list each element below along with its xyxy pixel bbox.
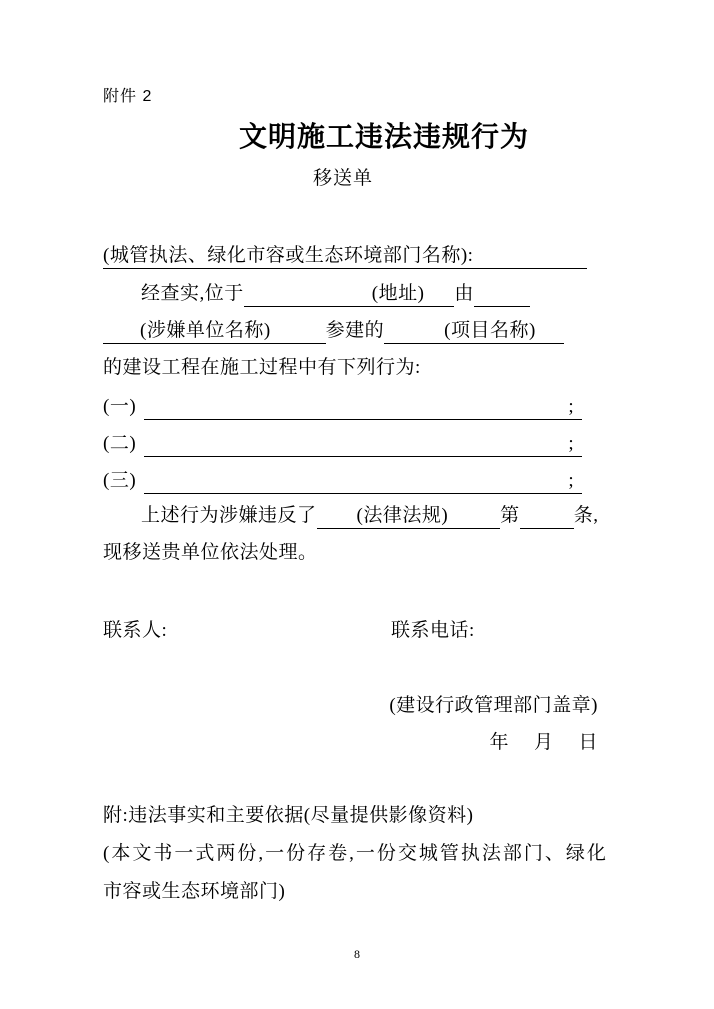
by-word: 由 — [454, 283, 474, 304]
unit-blank-pre — [103, 318, 140, 344]
law-blank-post — [448, 503, 500, 529]
unit-blank-lead — [474, 281, 530, 307]
document-title: 文明施工违法违规行为 — [239, 122, 530, 153]
participate-word: 参建的 — [325, 320, 385, 341]
law-blank-pre — [317, 503, 357, 529]
behavior-item-1-label: (一) — [103, 396, 137, 417]
date-month-label: 月 — [533, 732, 554, 753]
party-line — [103, 318, 564, 344]
address-blank — [244, 281, 372, 307]
behavior-item-2-label: (二) — [103, 433, 137, 454]
copies-note-line-2: 市容或生态环境部门) — [103, 881, 286, 902]
page-number: 8 — [354, 947, 360, 961]
contact-phone-label: 联系电话: — [391, 620, 475, 641]
behavior-item-3 — [103, 468, 582, 494]
attachment-label: 附件 2 — [103, 88, 153, 105]
date-line — [489, 730, 598, 756]
behavior-item-1-terminator: ; — [568, 396, 575, 417]
suspected-unit-placeholder-label: (涉嫌单位名称) — [140, 318, 271, 344]
behavior-item-1 — [103, 394, 582, 420]
attachment-note-line: 附:违法事实和主要依据(尽量提供影像资料) — [103, 805, 474, 826]
behavior-item-2-terminator: ; — [568, 433, 575, 454]
stamp-note: (建设行政管理部门盖章) — [389, 695, 598, 716]
behavior-item-3-blank — [144, 468, 582, 494]
copies-note-line-1: (本文书一式两份,一份存卷,一份交城管执法部门、绿化 — [103, 843, 608, 864]
project-blank-post — [536, 318, 564, 344]
document-subtitle: 移送单 — [313, 168, 374, 189]
address-blank-tail — [424, 281, 454, 307]
closing-line: 现移送贵单位依法处理。 — [103, 542, 318, 563]
project-placeholder-label: (项目名称) — [444, 318, 536, 344]
violation-prefix: 上述行为涉嫌违反了 — [141, 505, 317, 526]
behavior-item-3-terminator: ; — [568, 470, 575, 491]
behavior-item-1-blank — [144, 394, 582, 420]
date-year-label: 年 — [489, 732, 509, 753]
violation-line — [103, 503, 598, 529]
address-placeholder-label: (地址) — [372, 281, 425, 307]
verified-line — [103, 281, 530, 307]
project-blank-pre — [384, 318, 444, 344]
behavior-intro-line: 的建设工程在施工过程中有下列行为: — [103, 357, 421, 378]
contact-person-label: 联系人: — [103, 620, 168, 641]
behavior-item-2-blank — [144, 431, 582, 457]
behavior-item-3-label: (三) — [103, 470, 137, 491]
clause-word: 条, — [573, 505, 599, 526]
article-number-blank — [520, 503, 574, 529]
article-word: 第 — [500, 505, 520, 526]
law-placeholder-label: (法律法规) — [357, 503, 449, 529]
recipient-department-label: (城管执法、绿化市容或生态环境部门名称): — [103, 243, 587, 269]
unit-blank-post — [271, 318, 326, 344]
verified-prefix: 经查实,位于 — [141, 283, 244, 304]
recipient-line — [103, 243, 587, 269]
behavior-item-2 — [103, 431, 582, 457]
contact-row — [103, 618, 475, 644]
date-day-label: 日 — [578, 732, 598, 753]
